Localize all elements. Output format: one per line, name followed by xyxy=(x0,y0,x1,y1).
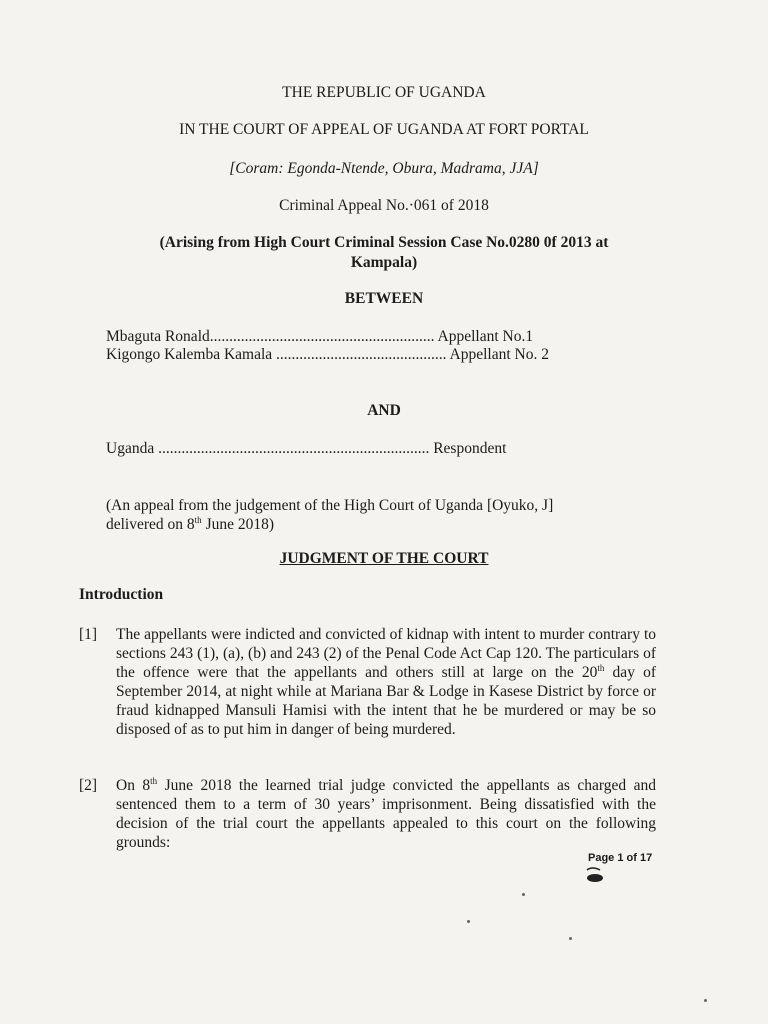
paragraph-text xyxy=(116,776,656,852)
paragraph-text-a: On 8 xyxy=(116,777,151,794)
arising-line-1: (Arising from High Court Criminal Session Case No.0280 0f 2013 at xyxy=(159,234,609,251)
paragraph-text-b: June 2018 the learned trial judge convicted the appellants as charged and sentenced them to a term of 30 years’ imprisonment. Being dissatisfied with the decision of the trial court the appellants appealed to this court on the following grounds: xyxy=(116,777,656,851)
paragraph-text xyxy=(116,625,656,739)
coram-line: [Coram: Egonda-Ntende, Obura, Madrama, JJA] xyxy=(229,160,539,177)
appeal-date-sup: th xyxy=(194,514,202,525)
and-heading: AND xyxy=(367,402,401,419)
between-heading: BETWEEN xyxy=(344,290,424,307)
appeal-from-line-2 xyxy=(106,515,626,534)
introduction-heading: Introduction xyxy=(79,586,164,603)
page-number: Page 1 of 17 xyxy=(588,852,653,864)
scan-speck xyxy=(704,999,707,1002)
appeal-from xyxy=(106,496,626,534)
paragraph-number: [1] xyxy=(79,626,98,643)
appellant-1: Mbaguta Ronald.......................................................... Appellant No.1 xyxy=(106,328,534,345)
appeal-from-line-1: (An appeal from the judgement of the High Court of Uganda [Oyuko, J] xyxy=(106,497,554,514)
scan-speck xyxy=(522,893,525,896)
appeal-date-text: delivered on 8 xyxy=(106,516,195,533)
paragraph-sup: th xyxy=(597,662,605,673)
paragraph-text-b: day of September 2014, at night while at Mariana Bar & Lodge in Kasese District by force or fraud kidnapped Mansuli Hamisi with the intent that he be murdered or may be so disposed of as to put him in danger of being murdered. xyxy=(116,664,656,738)
appellant-2: Kigongo Kalemba Kamala ............................................ Appellant No. 2 xyxy=(106,346,549,363)
paragraph-sup: th xyxy=(150,775,158,786)
paragraph-number: [2] xyxy=(79,777,98,794)
judgment-title: JUDGMENT OF THE COURT xyxy=(279,550,489,567)
republic-heading: THE REPUBLIC OF UGANDA xyxy=(282,84,486,101)
respondent: Uganda ...................................................................... Respondent xyxy=(106,440,507,457)
scan-speck xyxy=(569,937,572,940)
court-heading: IN THE COURT OF APPEAL OF UGANDA AT FORT PORTAL xyxy=(179,121,589,138)
appeal-number: Criminal Appeal No.·061 of 2018 xyxy=(279,197,489,214)
initials-mark-icon xyxy=(584,866,608,884)
appeal-date-rest: June 2018) xyxy=(201,516,275,533)
scan-speck xyxy=(467,920,470,923)
arising-line-2: Kampala) xyxy=(350,254,418,271)
arising-from xyxy=(0,233,768,273)
paragraph-text-a: The appellants were indicted and convicted of kidnap with intent to murder contrary to sections 243 (1), (a), (b) and 243 (2) of the Penal Code Act Cap 120. The particulars of the offence were that the appellants and others still at large on the 20 xyxy=(116,626,656,681)
